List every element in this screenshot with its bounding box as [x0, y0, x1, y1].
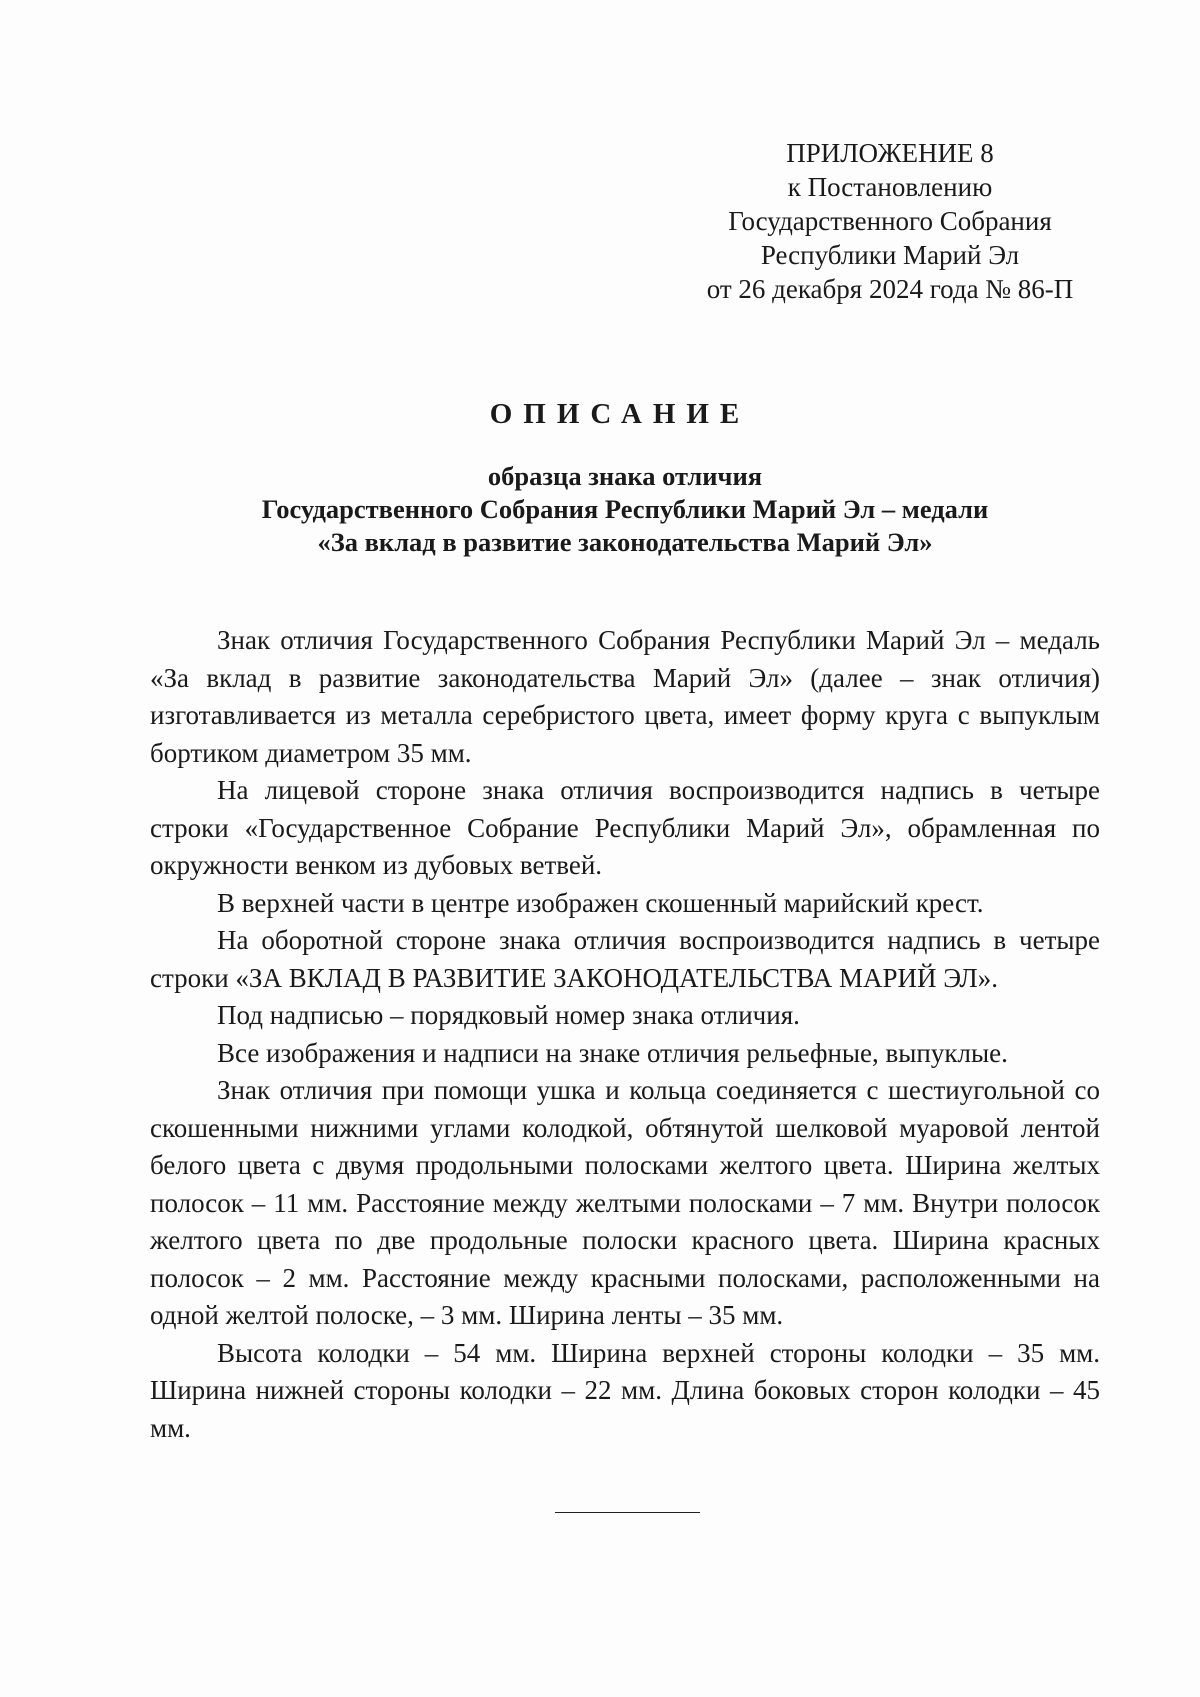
appendix-header: [680, 136, 1100, 306]
paragraph: На оборотной стороне знака отличия воспроизводится надпись в четыре строки «ЗА ВКЛАД В РАЗВИТИЕ ЗАКОНОДАТЕЛЬСТВА МАРИЙ ЭЛ».: [150, 925, 1100, 993]
appendix-ref-line: к Постановлению: [787, 172, 993, 202]
appendix-number: ПРИЛОЖЕНИЕ 8: [786, 138, 994, 168]
subtitle-line: «За вклад в развитие законодательства Марий Эл»: [317, 527, 933, 557]
paragraph: Знак отличия при помощи ушка и кольца соединяется с шестиугольной со скошенными нижними углами колодкой, обтянутой шелковой муаровой лентой белого цвета с двумя продольными полосками желтого цвета. Ширина желтых полосок – 11 мм. Расстояние между желтыми полосками – 7 мм. Внутри полосок желтого цвета по две продольные полоски красного цвета. Ширина красных полосок – 2 мм. Расстояние между красными полосками, расположенными на одной желтой полоске, – 3 мм. Ширина ленты – 35 мм.: [150, 1075, 1100, 1330]
paragraph: На лицевой стороне знака отличия воспроизводится надпись в четыре строки «Государственное Собрание Республики Марий Эл», обрамленная по окружности венком из дубовых ветвей.: [150, 775, 1100, 880]
document-subtitle: [150, 460, 1100, 559]
paragraph: Высота колодки – 54 мм. Ширина верхней стороны колодки – 35 мм. Ширина нижней стороны колодки – 22 мм. Длина боковых сторон колодки – 45 мм.: [150, 1337, 1100, 1443]
appendix-date-line: от 26 декабря 2024 года № 86-П: [706, 274, 1074, 304]
paragraph: Знак отличия Государственного Собрания Республики Марий Эл – медаль «За вклад в развитие законодательства Марий Эл» (далее – знак отличия) изготавливается из металла серебристого цвета, имеет форму круга с выпуклым бортиком диаметром 35 мм.: [150, 625, 1100, 768]
paragraph: В верхней части в центре изображен скошенный марийский крест.: [217, 887, 984, 918]
end-divider: [555, 1512, 700, 1513]
appendix-ref-line: Государственного Собрания: [728, 206, 1052, 236]
subtitle-line: образца знака отличия: [487, 461, 763, 491]
appendix-ref-line: Республики Марий Эл: [760, 240, 1020, 270]
paragraph: Все изображения и надписи на знаке отличия рельефные, выпуклые.: [217, 1037, 1008, 1068]
document-title: ОПИСАНИЕ: [489, 398, 751, 430]
subtitle-line: Государственного Собрания Республики Марий Эл – медали: [261, 494, 989, 524]
paragraph: Под надписью – порядковый номер знака отличия.: [217, 1000, 800, 1030]
body-text: [150, 622, 1100, 1447]
